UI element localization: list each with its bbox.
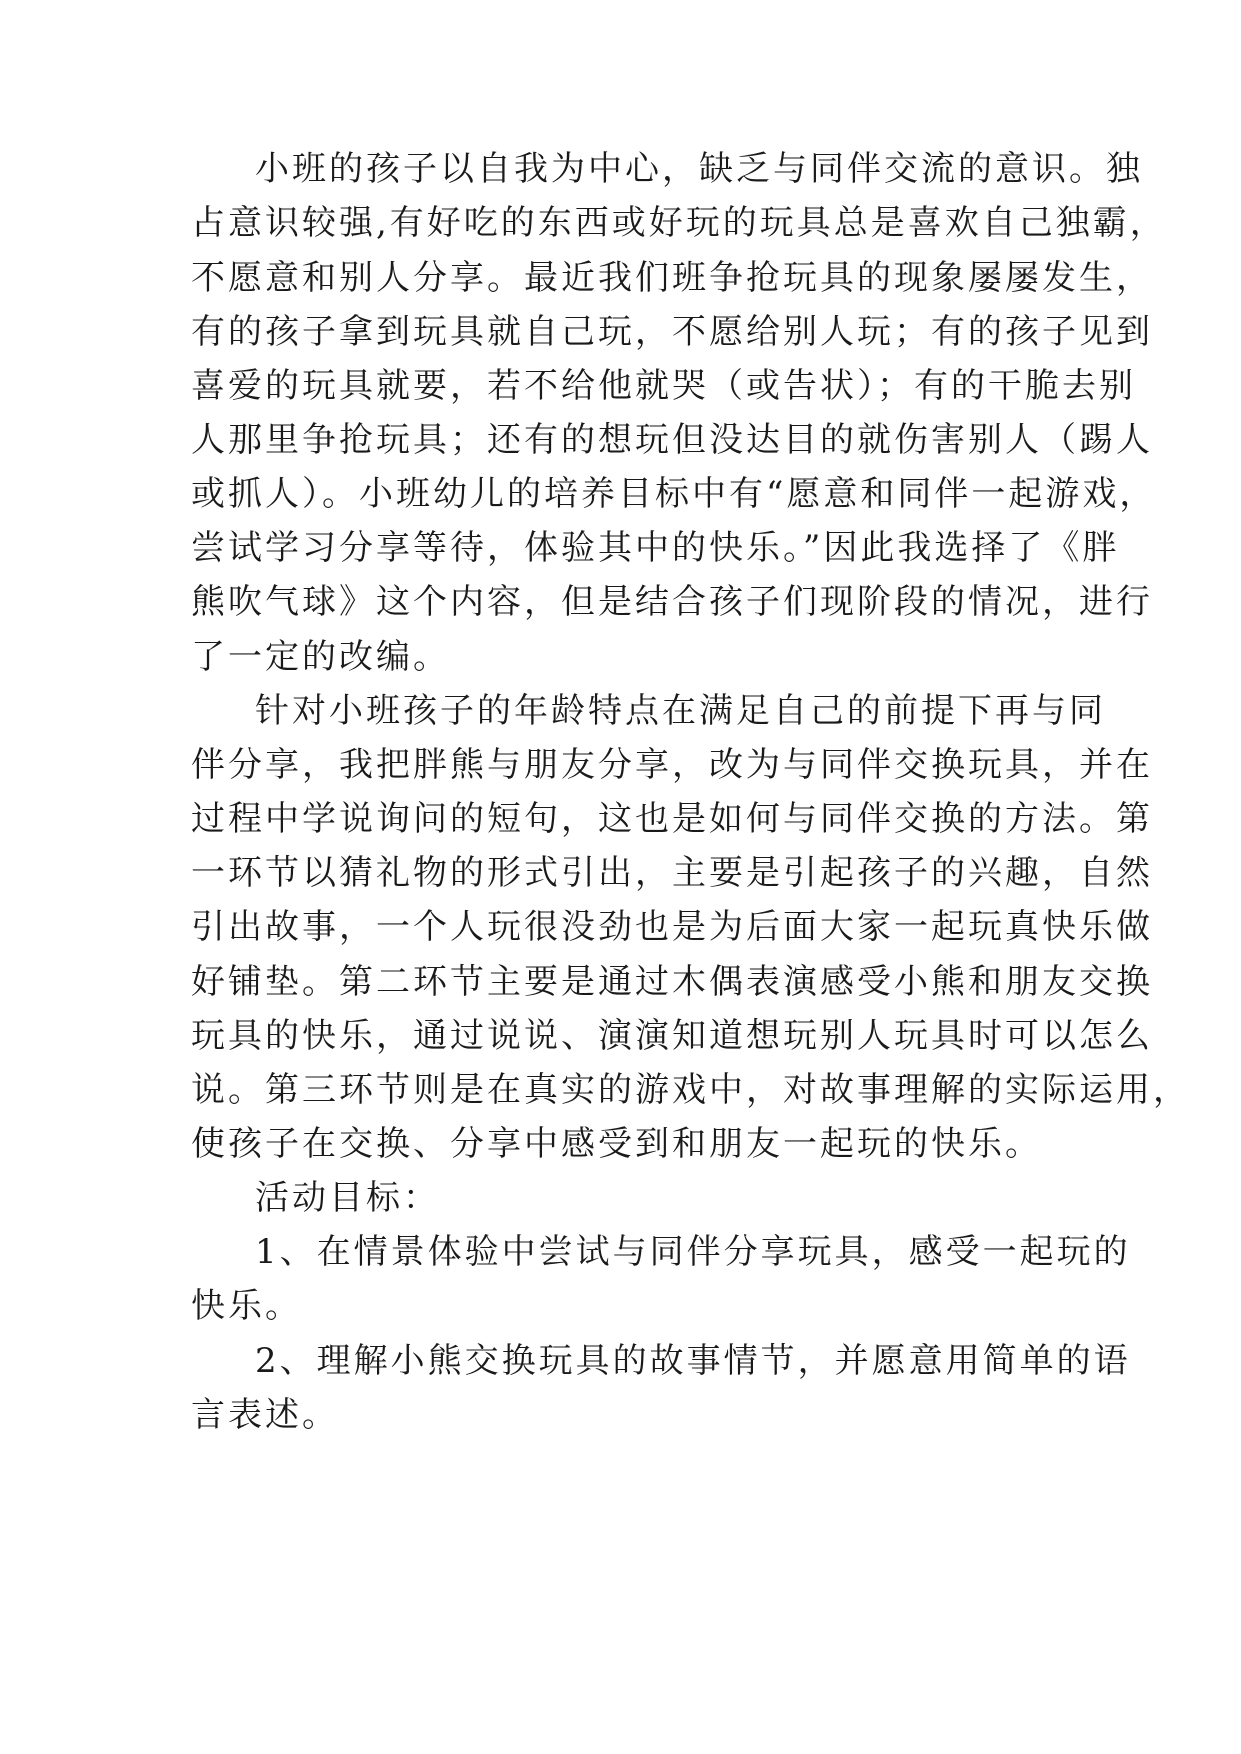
goal-1-line-2: 快乐。 — [191, 1286, 302, 1326]
paragraph-1-line-3: 不愿意和别人分享。最近我们班争抢玩具的现象屡屡发生， — [191, 258, 1153, 298]
paragraph-1-line-4: 有的孩子拿到玩具就自己玩，不愿给别人玩；有的孩子见到 — [191, 312, 1153, 352]
goal-1-line-1: 1、在情景体验中尝试与同伴分享玩具，感受一起玩的 — [255, 1232, 1131, 1272]
paragraph-1-line-5: 喜爱的玩具就要，若不给他就哭（或告状）；有的干脆去别 — [191, 366, 1136, 406]
paragraph-2-line-9: 使孩子在交换、分享中感受到和朋友一起玩的快乐。 — [191, 1124, 1042, 1164]
paragraph-1-line-6: 人那里争抢玩具；还有的想玩但没达目的就伤害别人（踢人 — [191, 420, 1153, 460]
paragraph-2-line-1: 针对小班孩子的年龄特点在满足自己的前提下再与同 — [255, 691, 1106, 731]
paragraph-1-line-8: 尝试学习分享等待，体验其中的快乐。”因此我选择了《胖 — [191, 528, 1120, 568]
paragraph-1-line-2: 占意识较强,有好吃的东西或好玩的玩具总是喜欢自己独霸， — [191, 203, 1167, 243]
section-heading-activity-goals: 活动目标： — [255, 1178, 440, 1218]
goal-2-line-1: 2、理解小熊交换玩具的故事情节，并愿意用简单的语 — [255, 1341, 1131, 1381]
goal-2-line-2: 言表述。 — [191, 1395, 339, 1435]
paragraph-2-line-3: 过程中学说询问的短句，这也是如何与同伴交换的方法。第 — [191, 799, 1153, 839]
paragraph-2-line-7: 玩具的快乐，通过说说、演演知道想玩别人玩具时可以怎么 — [191, 1016, 1153, 1056]
paragraph-2-line-8: 说。第三环节则是在真实的游戏中，对故事理解的实际运用， — [191, 1070, 1190, 1110]
paragraph-1-line-10: 了一定的改编。 — [191, 637, 450, 677]
paragraph-1-line-1: 小班的孩子以自我为中心，缺乏与同伴交流的意识。独 — [255, 149, 1143, 189]
paragraph-2-line-2: 伴分享，我把胖熊与朋友分享，改为与同伴交换玩具，并在 — [191, 745, 1153, 785]
paragraph-1-line-9: 熊吹气球》这个内容，但是结合孩子们现阶段的情况，进行 — [191, 582, 1153, 622]
paragraph-1-line-7: 或抓人）。小班幼儿的培养目标中有“愿意和同伴一起游戏， — [191, 474, 1157, 514]
paragraph-2-line-5: 引出故事，一个人玩很没劲也是为后面大家一起玩真快乐做 — [191, 907, 1153, 947]
paragraph-2-line-4: 一环节以猜礼物的形式引出，主要是引起孩子的兴趣，自然 — [191, 853, 1153, 893]
paragraph-2-line-6: 好铺垫。第二环节主要是通过木偶表演感受小熊和朋友交换 — [191, 962, 1153, 1002]
